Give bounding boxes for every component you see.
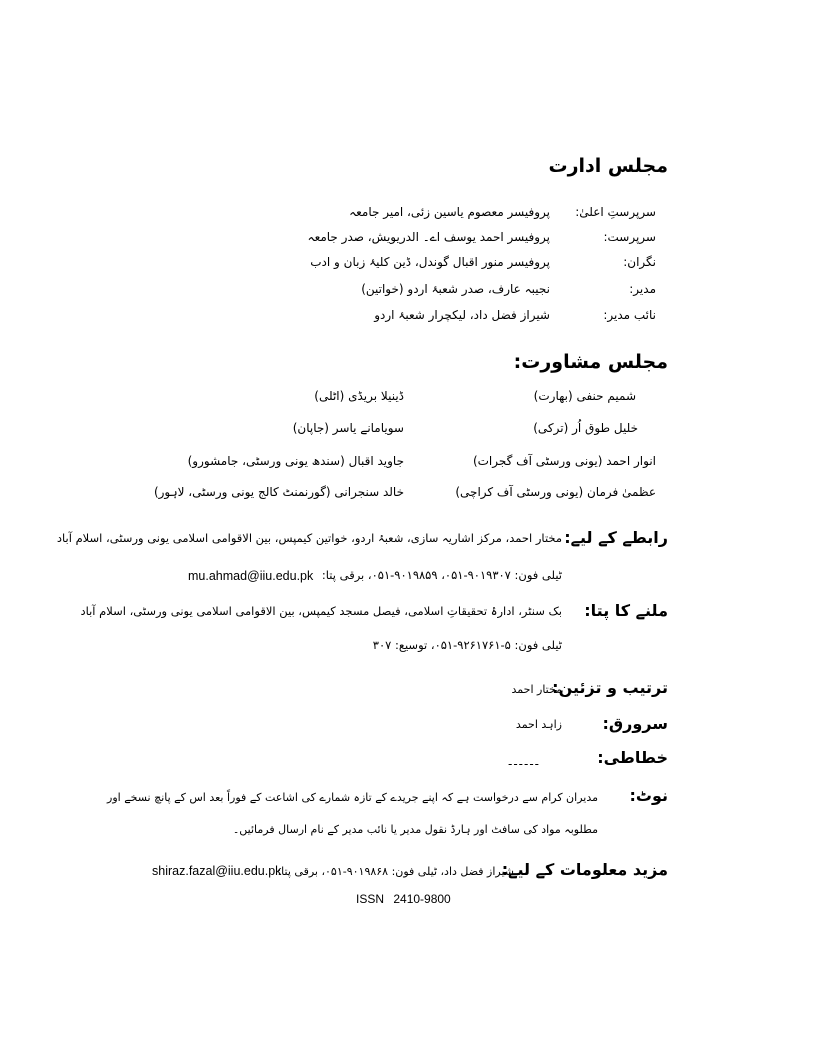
contact-label: رابطے کے لیے: bbox=[564, 528, 668, 547]
note-line-2: مطلوبہ مواد کی سافٹ اور ہارڈ نقول مدیر یا نائب مدیر کے نام ارسال فرمائیں۔ bbox=[232, 823, 598, 836]
availability-address: بک سنٹر، ادارۂ تحقیقاتِ اسلامی، فیصل مسجد کیمپس، بین الاقوامی اسلامی یونی ورسٹی، اسلام آباد bbox=[80, 604, 562, 618]
more-info-label: مزید معلومات کے لیے: bbox=[501, 860, 668, 879]
editorial-board-heading: مجلس ادارت bbox=[548, 155, 668, 177]
contact-email[interactable]: mu.ahmad@iiu.edu.pk bbox=[188, 569, 314, 583]
editor-label: مدیر: bbox=[629, 282, 656, 296]
more-info-email[interactable]: shiraz.fazal@iiu.edu.pk bbox=[152, 864, 282, 878]
advisor-2: ڈینیلا بریڈی (اٹلی) bbox=[314, 389, 404, 403]
advisor-3: خلیل طوق اُر (ترکی) bbox=[533, 421, 638, 435]
advisor-1: شمیم حنفی (بھارت) bbox=[533, 389, 636, 403]
contact-address: مختار احمد، مرکز اشاریہ سازی، شعبۂ اردو، خواتین کیمپس، بین الاقوامی اسلامی یونی ورسٹی، اسلام آباد bbox=[56, 531, 562, 545]
more-info-text: شیراز فضل داد، ٹیلی فون: ۹۰۱۹۸۶۸-۰۵۱، برقی پتا: bbox=[277, 865, 514, 878]
issn: ISSN 2410-9800 bbox=[356, 892, 451, 906]
assistant-editor-label: نائب مدیر: bbox=[603, 308, 656, 322]
editor-value: نجیبہ عارف، صدر شعبۂ اردو (خواتین) bbox=[361, 282, 550, 296]
cover-value: زاہد احمد bbox=[515, 718, 562, 731]
supervisor-label: نگران: bbox=[623, 255, 656, 269]
composition-value: مختار احمد bbox=[511, 683, 562, 696]
cover-label: سرورق: bbox=[602, 714, 668, 733]
patron-value: پروفیسر احمد یوسف اے۔ الدریویش، صدر جامعہ bbox=[307, 230, 550, 244]
note-line-1: مدیران کرام سے درخواست ہے کہ اپنے جریدے کے تازہ شمارے کی اشاعت کے فوراً بعد اس کے پانچ نسخے اور bbox=[107, 791, 598, 804]
calligraphy-label: خطاطی: bbox=[597, 748, 668, 767]
advisor-5: انوار احمد (یونی ورسٹی آف گجرات) bbox=[472, 454, 656, 468]
composition-label: ترتیب و تزئین: bbox=[552, 678, 668, 697]
note-label: نوٹ: bbox=[629, 786, 668, 805]
advisor-6: جاوید اقبال (سندھ یونی ورسٹی، جامشورو) bbox=[187, 454, 404, 468]
patron-label: سرپرست: bbox=[603, 230, 656, 244]
availability-label: ملنے کا پتا: bbox=[584, 601, 668, 620]
advisor-8: خالد سنجرانی (گورنمنٹ کالج یونی ورسٹی، لاہور) bbox=[153, 485, 404, 499]
availability-phone: ٹیلی فون: ۵-۹۲۶۱۷۶۱-۰۵۱، توسیع: ۳۰۷ bbox=[372, 638, 562, 652]
advisor-7: عظمیٰ فرمان (یونی ورسٹی آف کراچی) bbox=[455, 485, 656, 499]
patron-in-chief-value: پروفیسر معصوم یاسین زئی، امیر جامعہ bbox=[349, 205, 550, 219]
patron-in-chief-label: سرپرستِ اعلیٰ: bbox=[575, 205, 656, 219]
contact-phone: ٹیلی فون: ۹۰۱۹۳۰۷-۰۵۱، ۹۰۱۹۸۵۹-۰۵۱، برقی پتا: bbox=[321, 568, 562, 582]
calligraphy-value: ------ bbox=[508, 757, 540, 771]
advisor-4: سویامانے یاسر (جاپان) bbox=[292, 421, 404, 435]
supervisor-value: پروفیسر منور اقبال گوندل، ڈین کلیۂ زبان و ادب bbox=[310, 255, 550, 269]
advisory-board-heading: مجلس مشاورت: bbox=[513, 351, 668, 373]
assistant-editor-value: شیراز فضل داد، لیکچرار شعبۂ اردو bbox=[374, 308, 550, 322]
